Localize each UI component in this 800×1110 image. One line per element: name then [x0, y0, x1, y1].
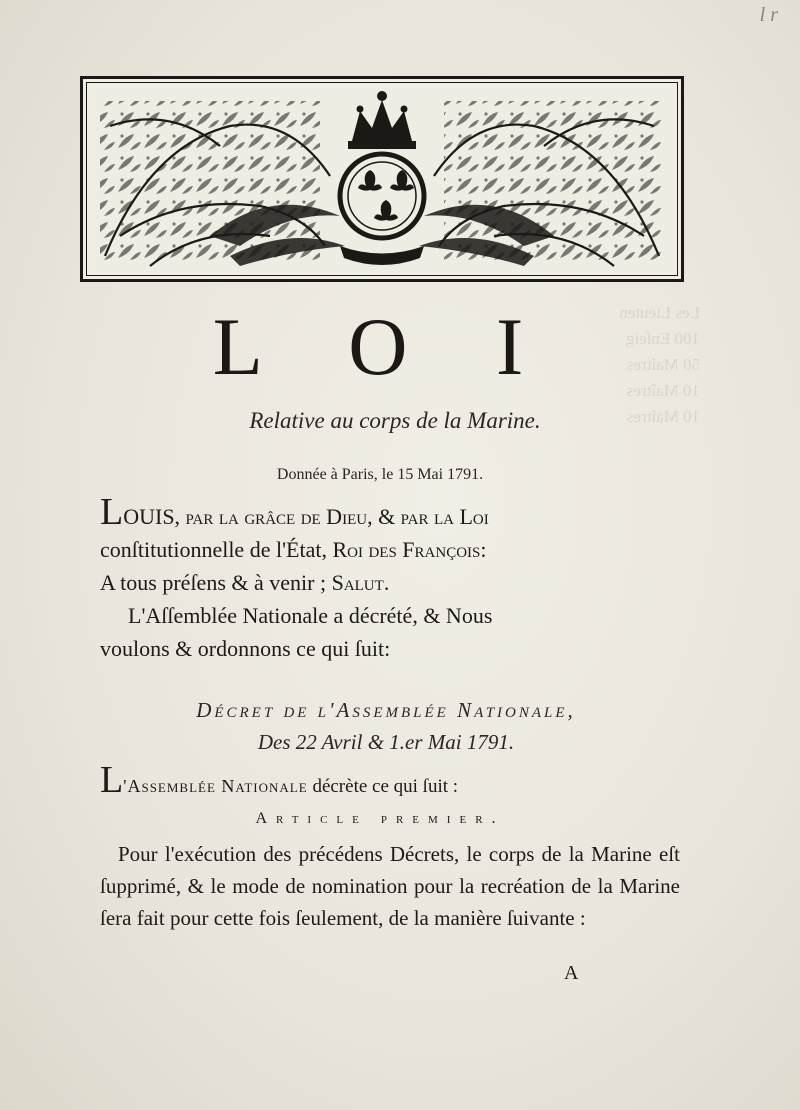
salut: Salut: [331, 570, 384, 595]
preamble-line-2: [100, 533, 680, 566]
preamble-line-1: [100, 491, 680, 533]
page-title: L O I: [212, 301, 558, 392]
preamble-line-3: [100, 566, 680, 599]
catchword: A: [564, 962, 579, 984]
royal-crest-banner: [80, 76, 684, 282]
body-dropcap: L: [100, 759, 124, 801]
preamble-line-3-end: .: [383, 570, 390, 595]
roi-des-francois: Roi des François: [332, 537, 481, 562]
corner-mark: l r: [759, 4, 778, 26]
preamble-line-1-text: OUIS, par la grâce de Dieu, & par la Loi: [123, 504, 489, 529]
preamble-paragraph: [100, 491, 680, 665]
decree-heading: [100, 694, 672, 758]
date-line: Donnée à Paris, le 15 Mai 1791.: [276, 466, 484, 483]
decree-title: Décret de l'Assemblée Nationale,: [196, 698, 576, 722]
crown-fleur-de-lis-icon: [90, 86, 674, 272]
decree-dates: Des 22 Avril & 1.er Mai 1791.: [257, 730, 515, 754]
assembly-name: 'Assemblée Nationale: [123, 776, 308, 796]
bleed-through-text: Les Lieuten 100 Enſeig 50 Maîtres 10 Maîtres 10 Maîtres: [619, 303, 700, 426]
preamble-dropcap: L: [100, 491, 124, 533]
preamble-line-4: L'Aſſemblée Nationale a décrété, & Nous: [128, 603, 493, 628]
assembly-decrees-line: [100, 759, 680, 803]
article-heading: Article premier.: [255, 810, 505, 827]
preamble-line-5: voulons & ordonnons ce qui ſuit:: [100, 636, 391, 661]
page-subtitle: Relative au corps de la Marine.: [249, 408, 541, 433]
preamble-line-3-text: A tous préſens & à venir ;: [100, 570, 332, 595]
preamble-line-2-end: :: [480, 537, 487, 562]
preamble-line-2-text: conſtitutionnelle de l'État,: [100, 537, 333, 562]
decrees-text: décrète ce qui ſuit :: [307, 776, 459, 797]
article-body: Pour l'exécution des précédens Décrets, le corps de la Marine eſt ſupprimé, & le mode de nomination pour la recréation de la Marine ſera fait pour cette fois ſeulement, de la manière ſuivante :: [100, 842, 680, 930]
